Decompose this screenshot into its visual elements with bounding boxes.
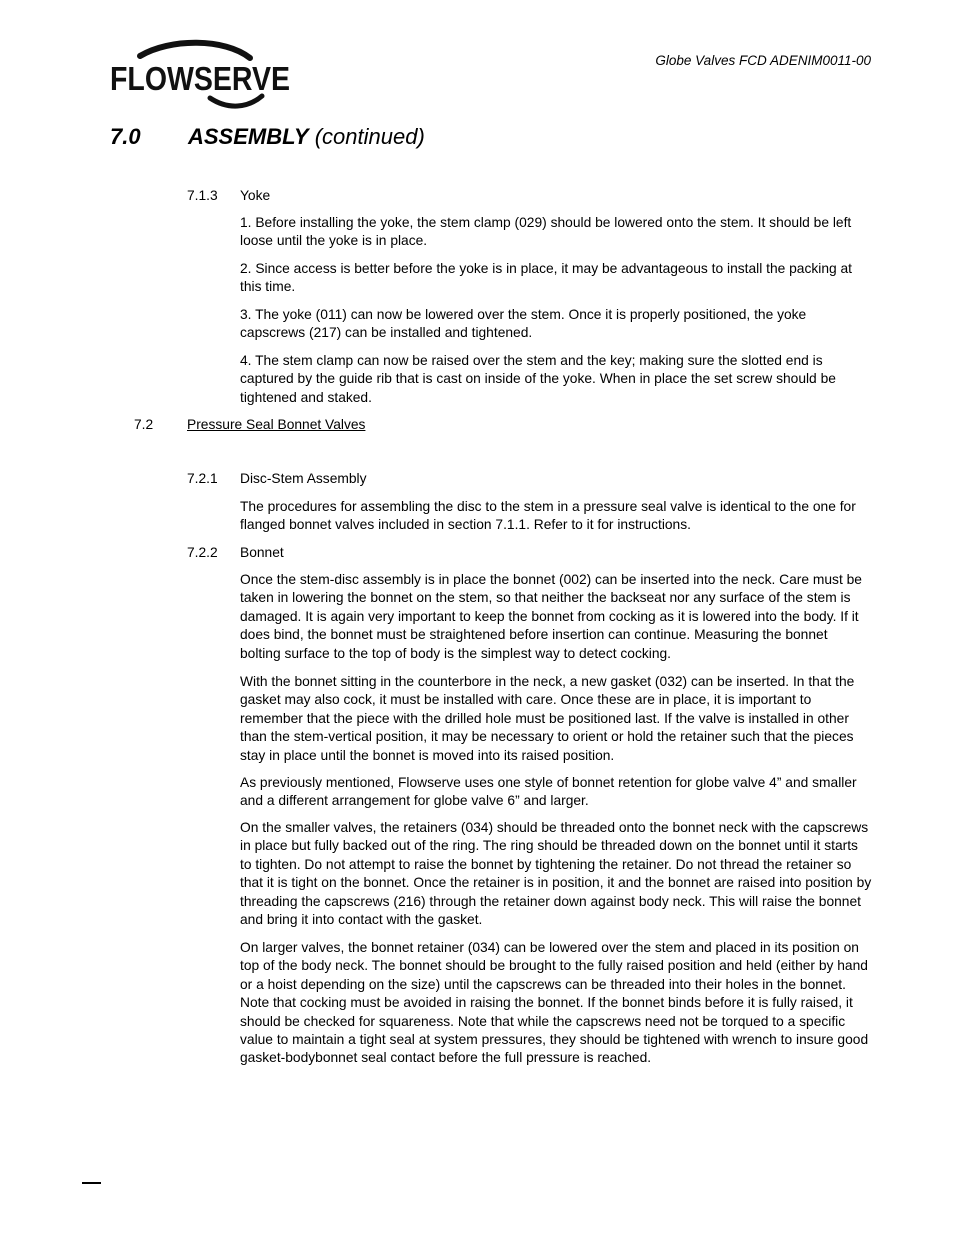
section-number: 7.0 (110, 124, 141, 149)
bonnet-paragraph-4: On the smaller valves, the retainers (034) should be threaded onto the bonnet neck with the capscrews in place but fully backed out of the ring. The ring should be threaded down on the bonnet until it starts to tighten. Do not attempt to raise the bonnet by tightening the retainer. Do not thread the retainer so that it is tight on the bonnet. Once the retainer is in position, it and the bonnet are raised into position by threading the capscrews (216) through the retainer down against body neck. This will raise the bonnet and bring it into contact with the gasket. (240, 820, 872, 928)
subsection-number: 7.1.3 (187, 188, 218, 203)
subsection-title: Bonnet (240, 545, 284, 560)
subsection-heading-yoke (187, 187, 270, 205)
subsection-number: 7.2.2 (187, 545, 218, 560)
section-number: 7.2 (134, 417, 154, 432)
svg-text:FLOWSERVE: FLOWSERVE (110, 60, 290, 97)
section-title: Pressure Seal Bonnet Valves (187, 417, 366, 432)
disc-stem-paragraph: The procedures for assembling the disc to the stem in a pressure seal valve is identical to the one for flanged bonnet valves included in section 7.1.1. Refer to it for instructions. (240, 499, 856, 533)
bonnet-paragraph-5: On larger valves, the bonnet retainer (034) can be lowered over the stem and placed in its position on top of the body neck. The bonnet should be brought to the fully raised position and held (either by hand or a hoist depending on the size) until the capscrews can be threaded into their holes in the bonnet. Note that cocking must be avoided in raising the bonnet. If the bonnet binds before it is fully raised, it should be checked for squareness. Note that while the capscrews need not be torqued to a specific value to maintain a tight seal at system pressures, they should be tightened with wrench to insure good gasket-bodybonnet seal contact before the full pressure is reached. (240, 940, 869, 1066)
section-title: ASSEMBLY (188, 124, 309, 149)
document-reference: Globe Valves FCD ADENIM0011-00 (655, 53, 871, 68)
section-heading-pressure-seal (134, 416, 365, 434)
yoke-step-4: 4. The stem clamp can now be raised over the stem and the key; making sure the slotted end is captured by the guide rib that is cast on inside of the yoke. When in place the set screw should be tightened and staked. (240, 353, 836, 405)
yoke-step-1: 1. Before installing the yoke, the stem clamp (029) should be lowered onto the stem. It should be left loose until the yoke is in place. (240, 215, 852, 249)
bonnet-paragraph-1: Once the stem-disc assembly is in place the bonnet (002) can be inserted into the neck. Care must be taken in lowering the bonnet on the stem, so that neither the backseat nor any surface of the stem is damaged. It is again very important to keep the bonnet from cocking as it is lowered into the body. If it does bind, the bonnet must be straightened before insertion can continue. Measuring the bonnet bolting surface to the top of body is the simplest way to detect cocking. (240, 572, 862, 661)
subsection-title: Yoke (240, 188, 271, 203)
section-continued: (continued) (314, 124, 425, 149)
subsection-heading-disc-stem (187, 470, 367, 488)
section-heading (110, 124, 425, 150)
bonnet-paragraph-3: As previously mentioned, Flowserve uses one style of bonnet retention for globe valve 4” and smaller and a different arrangement for globe valve 6” and larger. (240, 775, 857, 809)
flowserve-logo (110, 42, 292, 112)
subsection-number: 7.2.1 (187, 471, 218, 486)
yoke-step-3: 3. The yoke (011) can now be lowered over the stem. Once it is properly positioned, the yoke capscrews (217) can be installed and tightened. (240, 307, 807, 341)
subsection-title: Disc-Stem Assembly (240, 471, 367, 486)
footer-rule (82, 1182, 101, 1184)
yoke-step-2: 2. Since access is better before the yoke is in place, it may be advantageous to install the packing at this time. (240, 261, 853, 295)
bonnet-paragraph-2: With the bonnet sitting in the counterbore in the neck, a new gasket (032) can be inserted. In that the gasket may also cock, it must be installed with care. Once these are in place, it is important to remember that the piece with the drilled hole must be positioned last. If the valve is installed in other than the stem-vertical position, it may be necessary to orient or hold the retainer such that the pieces stay in place until the bonnet is moved into its raised position. (240, 674, 855, 763)
subsection-heading-bonnet (187, 544, 284, 562)
